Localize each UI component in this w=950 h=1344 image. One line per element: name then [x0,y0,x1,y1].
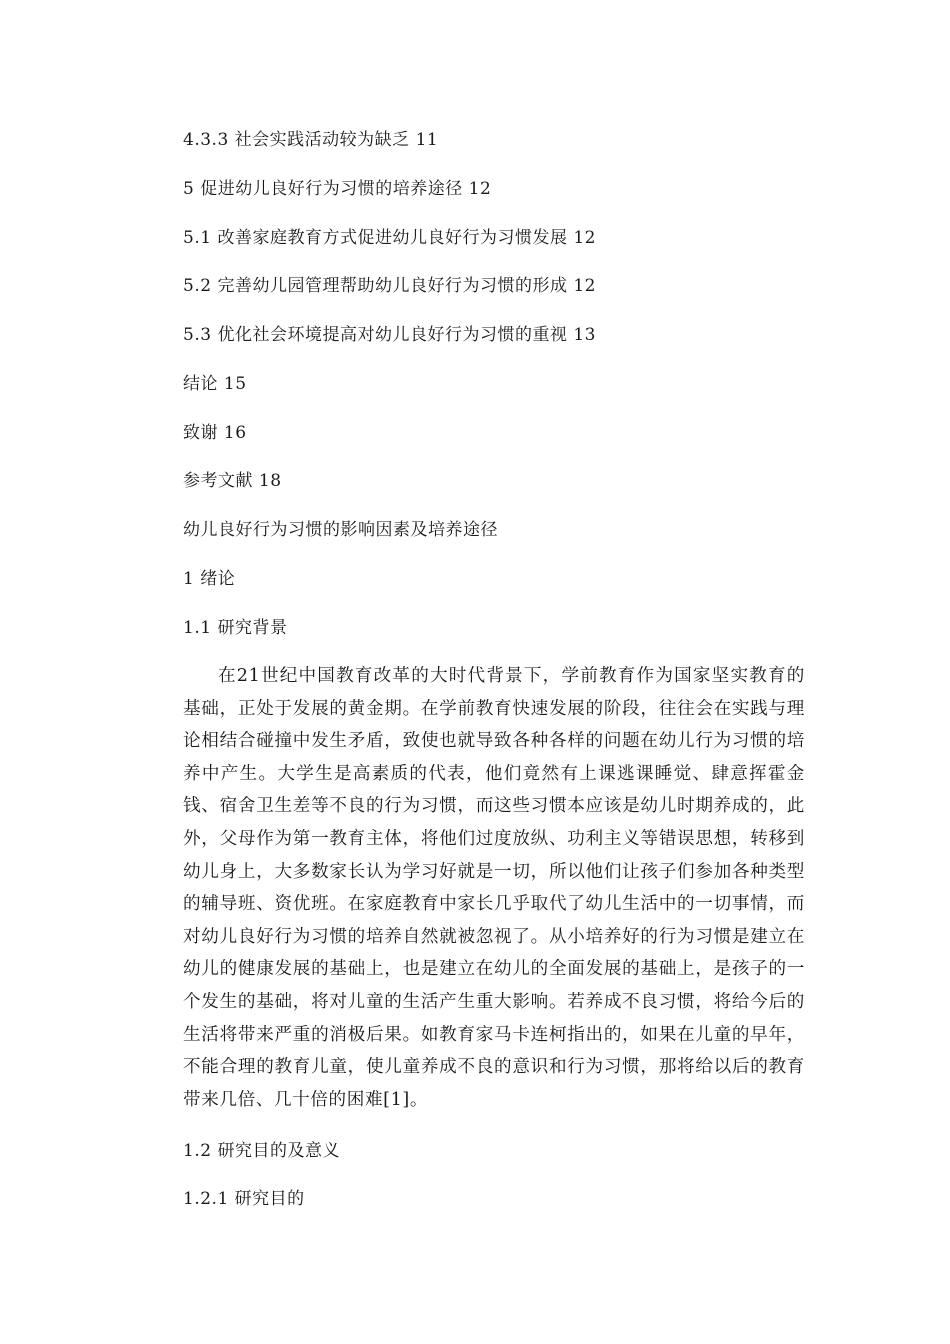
toc-entry-references: 参考文献 18 [183,471,282,491]
heading-1-1-background: 1.1 研究背景 [183,618,288,638]
document-title: 幼儿良好行为习惯的影响因素及培养途径 [183,520,498,540]
background-paragraph: 在21世纪中国教育改革的大时代背景下，学前教育作为国家坚实教育的基础，正处于发展的黄金期。在学前教育快速发展的阶段，往往会在实践与理论相结合碰撞中发生矛盾，致使也就导致各种各样的问题在幼儿行为习惯的培养中产生。大学生是高素质的代表，他们竟然有上课逃课睡觉、肆意挥霍金钱、宿舍卫生差等不良的行为习惯，而这些习惯本应该是幼儿时期养成的，此外，父母作为第一教育主体，将他们过度放纵、功利主义等错误思想，转移到幼儿身上，大多数家长认为学习好就是一切，所以他们让孩子们参加各种类型的辅导班、资优班。在家庭教育中家长几乎取代了幼儿生活中的一切事情，而对幼儿良好行为习惯的培养自然就被忽视了。从小培养好的行为习惯是建立在幼儿的健康发展的基础上，也是建立在幼儿的全面发展的基础上，是孩子的一个发生的基础，将对儿童的生活产生重大影响。若养成不良习惯，将给今后的生活将带来严重的消极后果。如教育家马卡连柯指出的，如果在儿童的早年，不能合理的教育儿童，使儿童养成不良的意识和行为习惯，那将给以后的教育带来几倍、几十倍的困难[1]。 [183,666,805,1110]
heading-1-2-purpose-significance: 1.2 研究目的及意义 [183,1141,340,1161]
toc-entry-5-3: 5.3 优化社会环境提高对幼儿良好行为习惯的重视 13 [183,325,596,345]
toc-entry-conclusion: 结论 15 [183,374,247,394]
toc-entry-5: 5 促进幼儿良好行为习惯的培养途径 12 [183,179,492,199]
toc-entry-5-1: 5.1 改善家庭教育方式促进幼儿良好行为习惯发展 12 [183,228,596,248]
toc-entry-acknowledgements: 致谢 16 [183,423,247,443]
toc-entry-4-3-3: 4.3.3 社会实践活动较为缺乏 11 [183,130,439,150]
heading-1-2-1-purpose: 1.2.1 研究目的 [183,1189,305,1209]
heading-1-introduction: 1 绪论 [183,569,236,589]
toc-entry-5-2: 5.2 完善幼儿园管理帮助幼儿良好行为习惯的形成 12 [183,276,596,296]
